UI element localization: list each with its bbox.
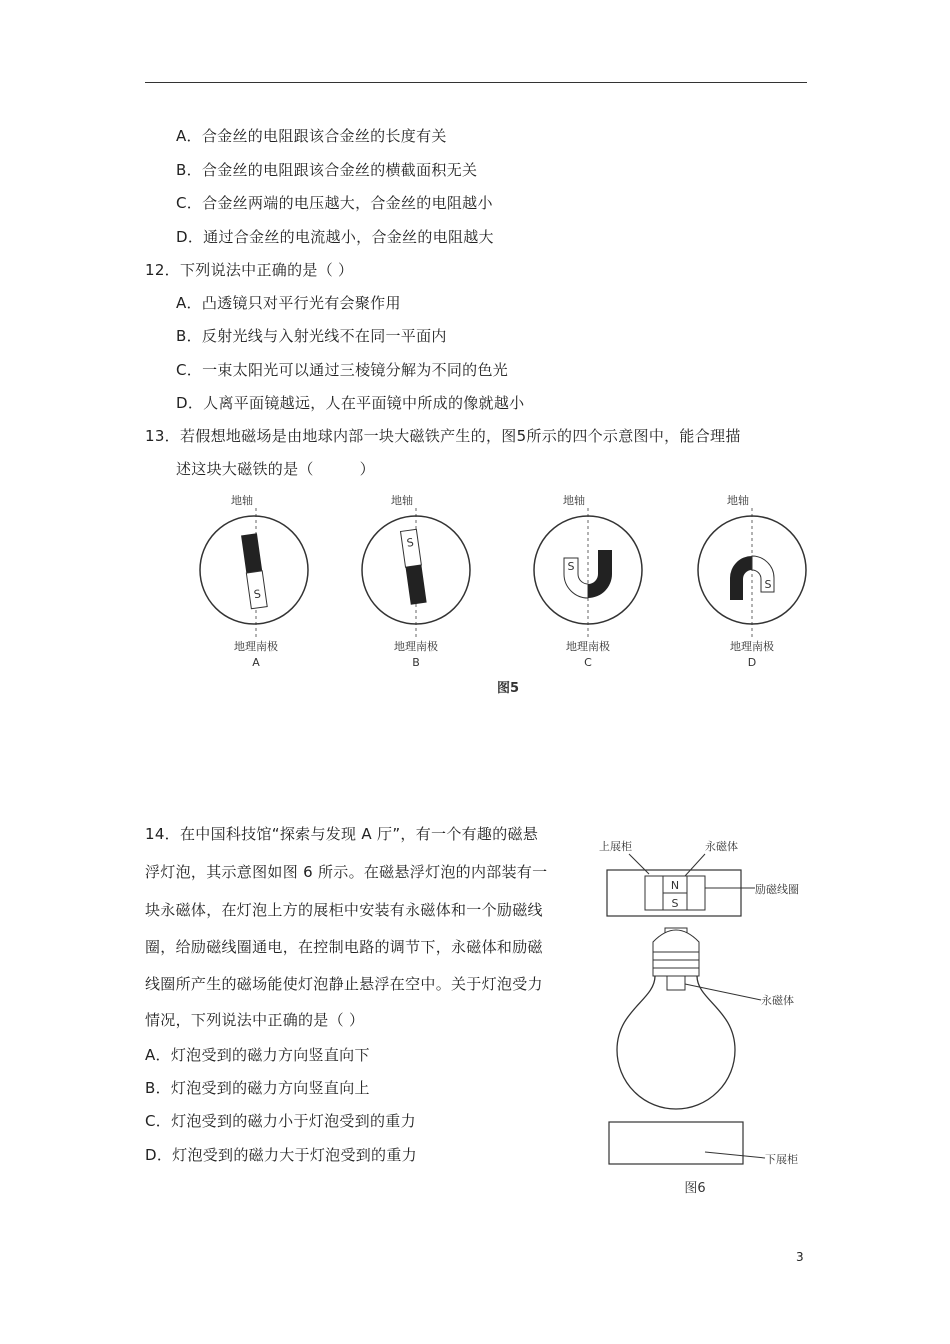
figure-5-caption: 图5 <box>496 681 520 696</box>
magnet-n-a <box>241 533 262 573</box>
magnet-letter-s-a: S <box>253 587 262 602</box>
q14-option-d: D．灯泡受到的磁力大于灯泡受到的重力 <box>145 1146 417 1164</box>
top-magnet-s: S <box>671 897 679 910</box>
lower-cabinet-label: 下展柜 <box>765 1153 798 1166</box>
upper-cabinet-label: 上展柜 <box>599 840 632 853</box>
q13-stem-line2: 述这块大磁铁的是（ ） <box>176 460 375 478</box>
q14-line6: 情况，下列说法中正确的是（ ） <box>145 1011 365 1029</box>
q14-option-b: B．灯泡受到的磁力方向竖直向上 <box>145 1079 370 1097</box>
magnet-letter-s-b: S <box>405 535 415 550</box>
q11-option-a: A．合金丝的电阻跟该合金丝的长度有关 <box>176 127 447 145</box>
pole-label-a: 地理南极 <box>234 640 278 653</box>
panel-label-a: A <box>252 656 260 669</box>
lower-cabinet-leader <box>705 1152 765 1158</box>
q14-option-c: C．灯泡受到的磁力小于灯泡受到的重力 <box>145 1112 416 1130</box>
panel-label-b: B <box>412 656 420 669</box>
q11-option-b: B．合金丝的电阻跟该合金丝的横截面积无关 <box>176 161 478 179</box>
top-magnet-n: N <box>670 879 680 892</box>
pole-label-d: 地理南极 <box>730 640 774 653</box>
bulb-magnet-label: 永磁体 <box>761 994 794 1007</box>
panel-label-c: C <box>584 656 592 669</box>
panel-a <box>200 493 308 669</box>
panel-c <box>534 493 642 669</box>
magnet-letter-s-d: S <box>764 578 772 591</box>
header-rule <box>145 82 807 83</box>
panel-b <box>362 493 470 669</box>
axis-label-b: 地轴 <box>391 494 413 507</box>
q13-stem-line1: 13．若假想地磁场是由地球内部一块大磁铁产生的，图5所示的四个示意图中，能合理描 <box>145 427 741 445</box>
q12-option-c: C．一束太阳光可以通过三棱镜分解为不同的色光 <box>176 361 509 379</box>
figure-5 <box>190 488 830 708</box>
top-magnet-leader <box>685 854 705 876</box>
q12-option-b: B．反射光线与入射光线不在同一平面内 <box>176 327 447 345</box>
q12-stem: 12．下列说法中正确的是（ ） <box>145 261 354 279</box>
bulb-magnet-leader <box>685 984 761 1000</box>
top-magnet-label: 永磁体 <box>705 840 738 853</box>
axis-label-a: 地轴 <box>231 494 253 507</box>
pole-label-c: 地理南极 <box>566 640 610 653</box>
magnet-letter-s-c: S <box>567 560 575 573</box>
q11-option-c: C．合金丝两端的电压越大，合金丝的电阻越小 <box>176 194 493 212</box>
axis-label-c: 地轴 <box>563 494 585 507</box>
q14-line3: 块永磁体，在灯泡上方的展柜中安装有永磁体和一个励磁线 <box>145 901 543 919</box>
figure-6 <box>595 830 825 1210</box>
panel-d <box>698 493 806 669</box>
panel-label-d: D <box>747 656 757 669</box>
magnet-n-arm-d <box>730 556 752 600</box>
pole-label-b: 地理南极 <box>394 640 438 653</box>
bulb-magnet <box>667 976 685 990</box>
page-number: 3 <box>796 1250 804 1264</box>
coil-label: 励磁线圈 <box>755 883 799 896</box>
q14-line1: 14．在中国科技馆“探索与发现 A 厅”，有一个有趣的磁悬 <box>145 825 539 843</box>
q11-option-d: D．通过合金丝的电流越小，合金丝的电阻越大 <box>176 228 494 246</box>
q12-option-a: A．凸透镜只对平行光有会聚作用 <box>176 294 401 312</box>
q14-line5: 线圈所产生的磁场能使灯泡静止悬浮在空中。关于灯泡受力 <box>145 975 543 993</box>
bulb-cap <box>653 930 699 976</box>
lower-cabinet <box>609 1122 743 1164</box>
upper-cabinet-leader <box>629 854 649 874</box>
figure-6-caption: 图6 <box>684 1181 706 1196</box>
magnet-n-arm-c <box>588 550 612 598</box>
magnet-n-b <box>406 565 427 605</box>
q14-option-a: A．灯泡受到的磁力方向竖直向下 <box>145 1046 370 1064</box>
bulb-glass <box>617 976 735 1109</box>
q14-line4: 圈，给励磁线圈通电，在控制电路的调节下，永磁体和励磁 <box>145 938 543 956</box>
axis-label-d: 地轴 <box>727 494 749 507</box>
q12-option-d: D．人离平面镜越远，人在平面镜中所成的像就越小 <box>176 394 525 412</box>
q14-line2: 浮灯泡，其示意图如图 6 所示。在磁悬浮灯泡的内部装有一 <box>145 863 548 881</box>
